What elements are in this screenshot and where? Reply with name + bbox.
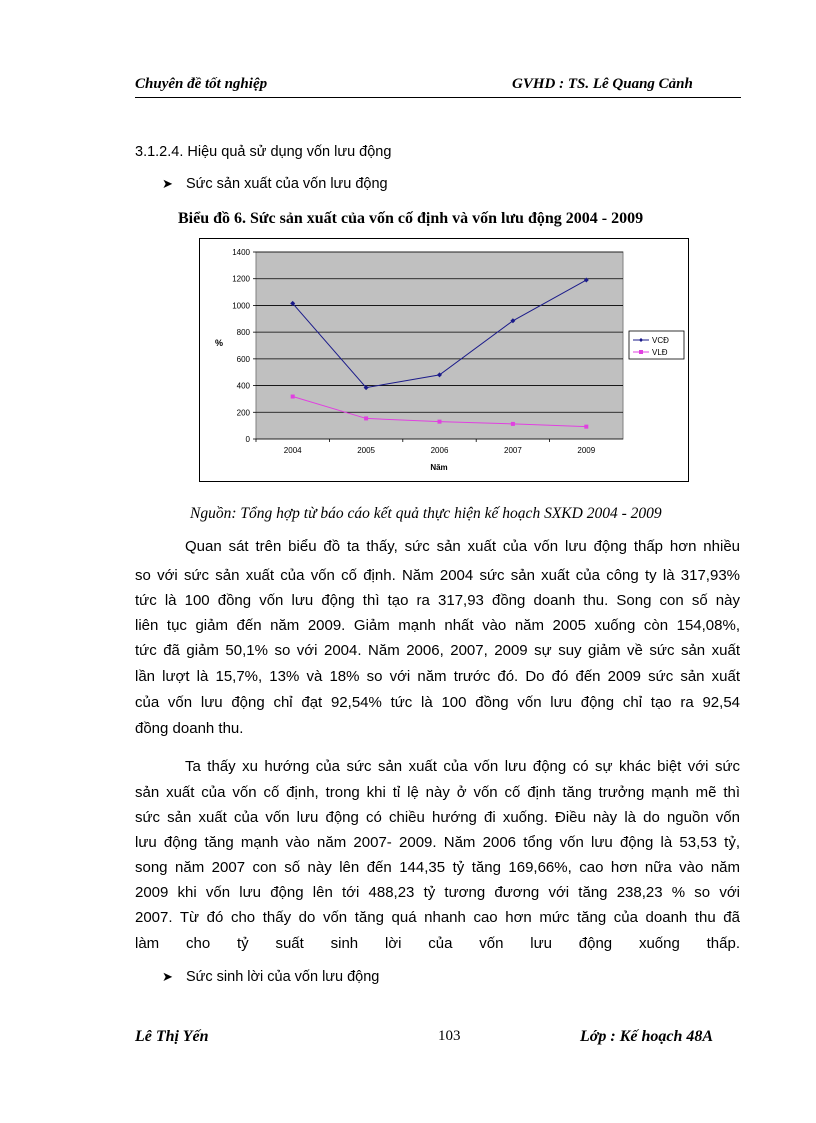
y-tick-label: 800 — [236, 328, 250, 338]
x-tick-label: 2005 — [357, 446, 375, 455]
header-rule — [135, 97, 741, 98]
figure-title: Biểu đồ 6. Sức sản xuất của vốn cố định và vốn lưu động 2004 - 2009 — [178, 210, 644, 227]
x-tick-label: 2006 — [430, 446, 449, 455]
chart — [199, 238, 689, 482]
header-left: Chuyên đề tốt nghiệp — [135, 76, 268, 92]
paragraph-line: song năm 2007 con số này lên đến 144,35 tỷ tăng 169,66%, cao hơn nữa vào năm — [135, 859, 740, 876]
paragraph-line: 2009 khi vốn lưu động lên tới 488,23 tỷ tương đương với tăng 238,23 % so với — [135, 884, 740, 901]
plot-area — [256, 252, 623, 439]
legend-label: VLĐ — [652, 348, 668, 357]
data-point — [584, 425, 588, 429]
paragraph-line: của vốn lưu động chỉ đạt 92,54% tức là 100 đồng vốn lưu động chỉ tạo ra 92,54 — [135, 694, 740, 711]
y-tick-label: 0 — [245, 435, 250, 444]
y-tick-label: 1400 — [232, 248, 250, 257]
page-number: 103 — [438, 1028, 461, 1044]
legend-marker — [639, 350, 643, 354]
arrowhead-bullet-icon: ➤ — [162, 970, 173, 985]
data-point — [511, 422, 515, 426]
paragraph-line: lưu động tăng mạnh vào năm 2007- 2009. Năm 2006 tổng vốn lưu động là 53,53 tỷ, — [135, 834, 740, 851]
legend-label: VCĐ — [652, 336, 669, 345]
y-axis-label: % — [215, 338, 224, 348]
x-axis-label: Năm — [430, 463, 448, 472]
y-tick-label: 400 — [236, 381, 250, 391]
bullet-item-2: Sức sinh lời của vốn lưu động — [186, 969, 380, 985]
footer-author: Lê Thị Yến — [135, 1028, 209, 1045]
paragraph-line: tức đã giảm 50,1% so với 2004. Năm 2006, 2007, 2009 sự suy giảm về sức sản xuất — [135, 642, 740, 659]
y-tick-label: 600 — [236, 354, 250, 364]
data-point — [438, 420, 442, 424]
paragraph-line: sức sản xuất của vốn lưu động có chiều hướng đi xuống. Điều này là do nguồn vốn — [135, 809, 740, 826]
paragraph-line: Quan sát trên biểu đồ ta thấy, sức sản xuất của vốn lưu động thấp hơn nhiều — [185, 538, 740, 555]
header-right: GVHD : TS. Lê Quang Cảnh — [512, 76, 693, 92]
data-point — [291, 395, 295, 399]
paragraph-line: liên tục giảm đến năm 2009. Giảm mạnh nhất vào năm 2005 xuống còn 154,08%, — [135, 617, 740, 634]
paragraph-line: làm cho tỷ suất sinh lời của vốn lưu động xuống thấp. — [135, 935, 740, 952]
x-tick-label: 2007 — [504, 446, 522, 455]
y-tick-label: 1000 — [232, 301, 250, 311]
legend — [629, 331, 684, 359]
paragraph-line: sản xuất của vốn cố định, trong khi tỉ lệ này ở vốn cố định tăng trưởng mạnh mẽ thì — [135, 784, 740, 801]
footer-class: Lớp : Kế hoạch 48A — [580, 1028, 714, 1045]
y-tick-label: 1200 — [232, 274, 250, 284]
y-tick-label: 200 — [236, 408, 250, 418]
data-point — [364, 416, 368, 420]
x-tick-label: 2004 — [283, 446, 302, 455]
source-note: Nguồn: Tổng hợp từ báo cáo kết quả thực hiện kế hoạch SXKD 2004 - 2009 — [190, 505, 662, 522]
paragraph-line: so với sức sản xuất của vốn cố định. Năm 2004 sức sản xuất của công ty là 317,93% — [135, 567, 740, 584]
arrowhead-bullet-icon: ➤ — [162, 177, 173, 192]
x-tick-label: 2009 — [577, 446, 596, 455]
section-heading: 3.1.2.4. Hiệu quả sử dụng vốn lưu động — [135, 144, 392, 160]
paragraph-line: 2007. Từ đó cho thấy do vốn tăng quá nhanh cao hơn mức tăng của doanh thu đã — [135, 909, 740, 926]
paragraph-line: lần lượt là 15,7%, 13% và 18% so với năm trước đó. Do đó đến 2009 sức sản xuất — [135, 668, 740, 685]
paragraph-line: Ta thấy xu hướng của sức sản xuất của vốn lưu động có sự khác biệt với sức — [185, 758, 740, 775]
paragraph-line: tức là 100 đồng vốn lưu động thì tạo ra 317,93 đồng doanh thu. Song con số này — [135, 592, 740, 609]
bullet-item-1: Sức sản xuất của vốn lưu động — [186, 176, 388, 192]
paragraph-line: đồng doanh thu. — [135, 720, 244, 737]
